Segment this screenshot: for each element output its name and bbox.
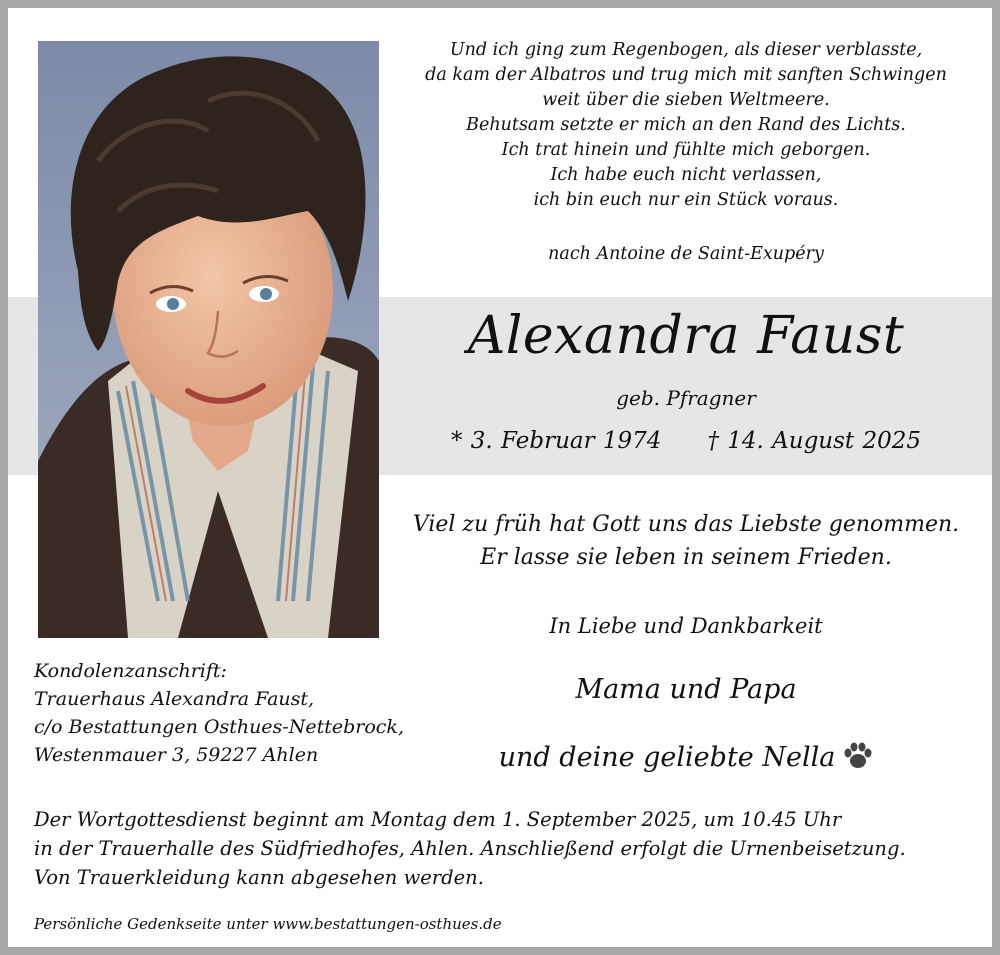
memorial-page-link[interactable]: Persönliche Gedenkseite unter www.bestattungen-osthues.de bbox=[34, 915, 502, 933]
memorial-verse bbox=[380, 508, 992, 574]
address-line: Trauerhaus Alexandra Faust, bbox=[34, 688, 315, 710]
condolence-address bbox=[34, 657, 404, 769]
signers-parents: Mama und Papa bbox=[575, 674, 797, 705]
poem-line: Ich trat hinein und fühlte mich geborgen. bbox=[501, 140, 871, 160]
verse-line: Viel zu früh hat Gott uns das Liebste genommen. bbox=[412, 512, 960, 537]
birth-name: geb. Pfragner bbox=[616, 386, 756, 410]
poem bbox=[380, 38, 992, 213]
paw-print-icon bbox=[843, 742, 873, 777]
service-line: Von Trauerkleidung kann abgesehen werden. bbox=[34, 866, 484, 889]
poem-line: Und ich ging zum Regenbogen, als dieser verblasste, bbox=[449, 40, 923, 60]
address-line: c/o Bestattungen Osthues-Nettebrock, bbox=[34, 716, 404, 738]
poem-line: weit über die sieben Weltmeere. bbox=[542, 90, 830, 110]
address-line: Kondolenzanschrift: bbox=[34, 660, 227, 682]
gratitude-line: In Liebe und Dankbarkeit bbox=[549, 614, 823, 638]
poem-line: ich bin euch nur ein Stück voraus. bbox=[533, 190, 839, 210]
signers-pet bbox=[380, 742, 992, 777]
verse-line: Er lasse sie leben in seinem Frieden. bbox=[480, 545, 892, 570]
service-line: in der Trauerhalle des Südfriedhofes, Ahlen. Anschließend erfolgt die Urnenbeisetzung. bbox=[34, 837, 906, 860]
poem-attribution: nach Antoine de Saint-Exupéry bbox=[548, 244, 824, 264]
poem-line: Behutsam setzte er mich an den Rand des Lichts. bbox=[466, 115, 906, 135]
service-line: Der Wortgottesdienst beginnt am Montag dem 1. September 2025, um 10.45 Uhr bbox=[34, 808, 842, 831]
birth-date: * 3. Februar 1974 bbox=[450, 428, 662, 454]
life-dates bbox=[380, 428, 992, 454]
portrait-photo bbox=[38, 41, 379, 638]
address-line: Westenmauer 3, 59227 Ahlen bbox=[34, 744, 319, 766]
death-date: † 14. August 2025 bbox=[707, 428, 922, 454]
service-notice bbox=[34, 805, 906, 892]
signers-pet-text: und deine geliebte Nella bbox=[498, 742, 836, 773]
deceased-name: Alexandra Faust bbox=[467, 306, 905, 366]
poem-line: da kam der Albatros und trug mich mit sanften Schwingen bbox=[425, 65, 947, 85]
portrait-illustration bbox=[38, 41, 379, 638]
poem-line: Ich habe euch nicht verlassen, bbox=[550, 165, 822, 185]
